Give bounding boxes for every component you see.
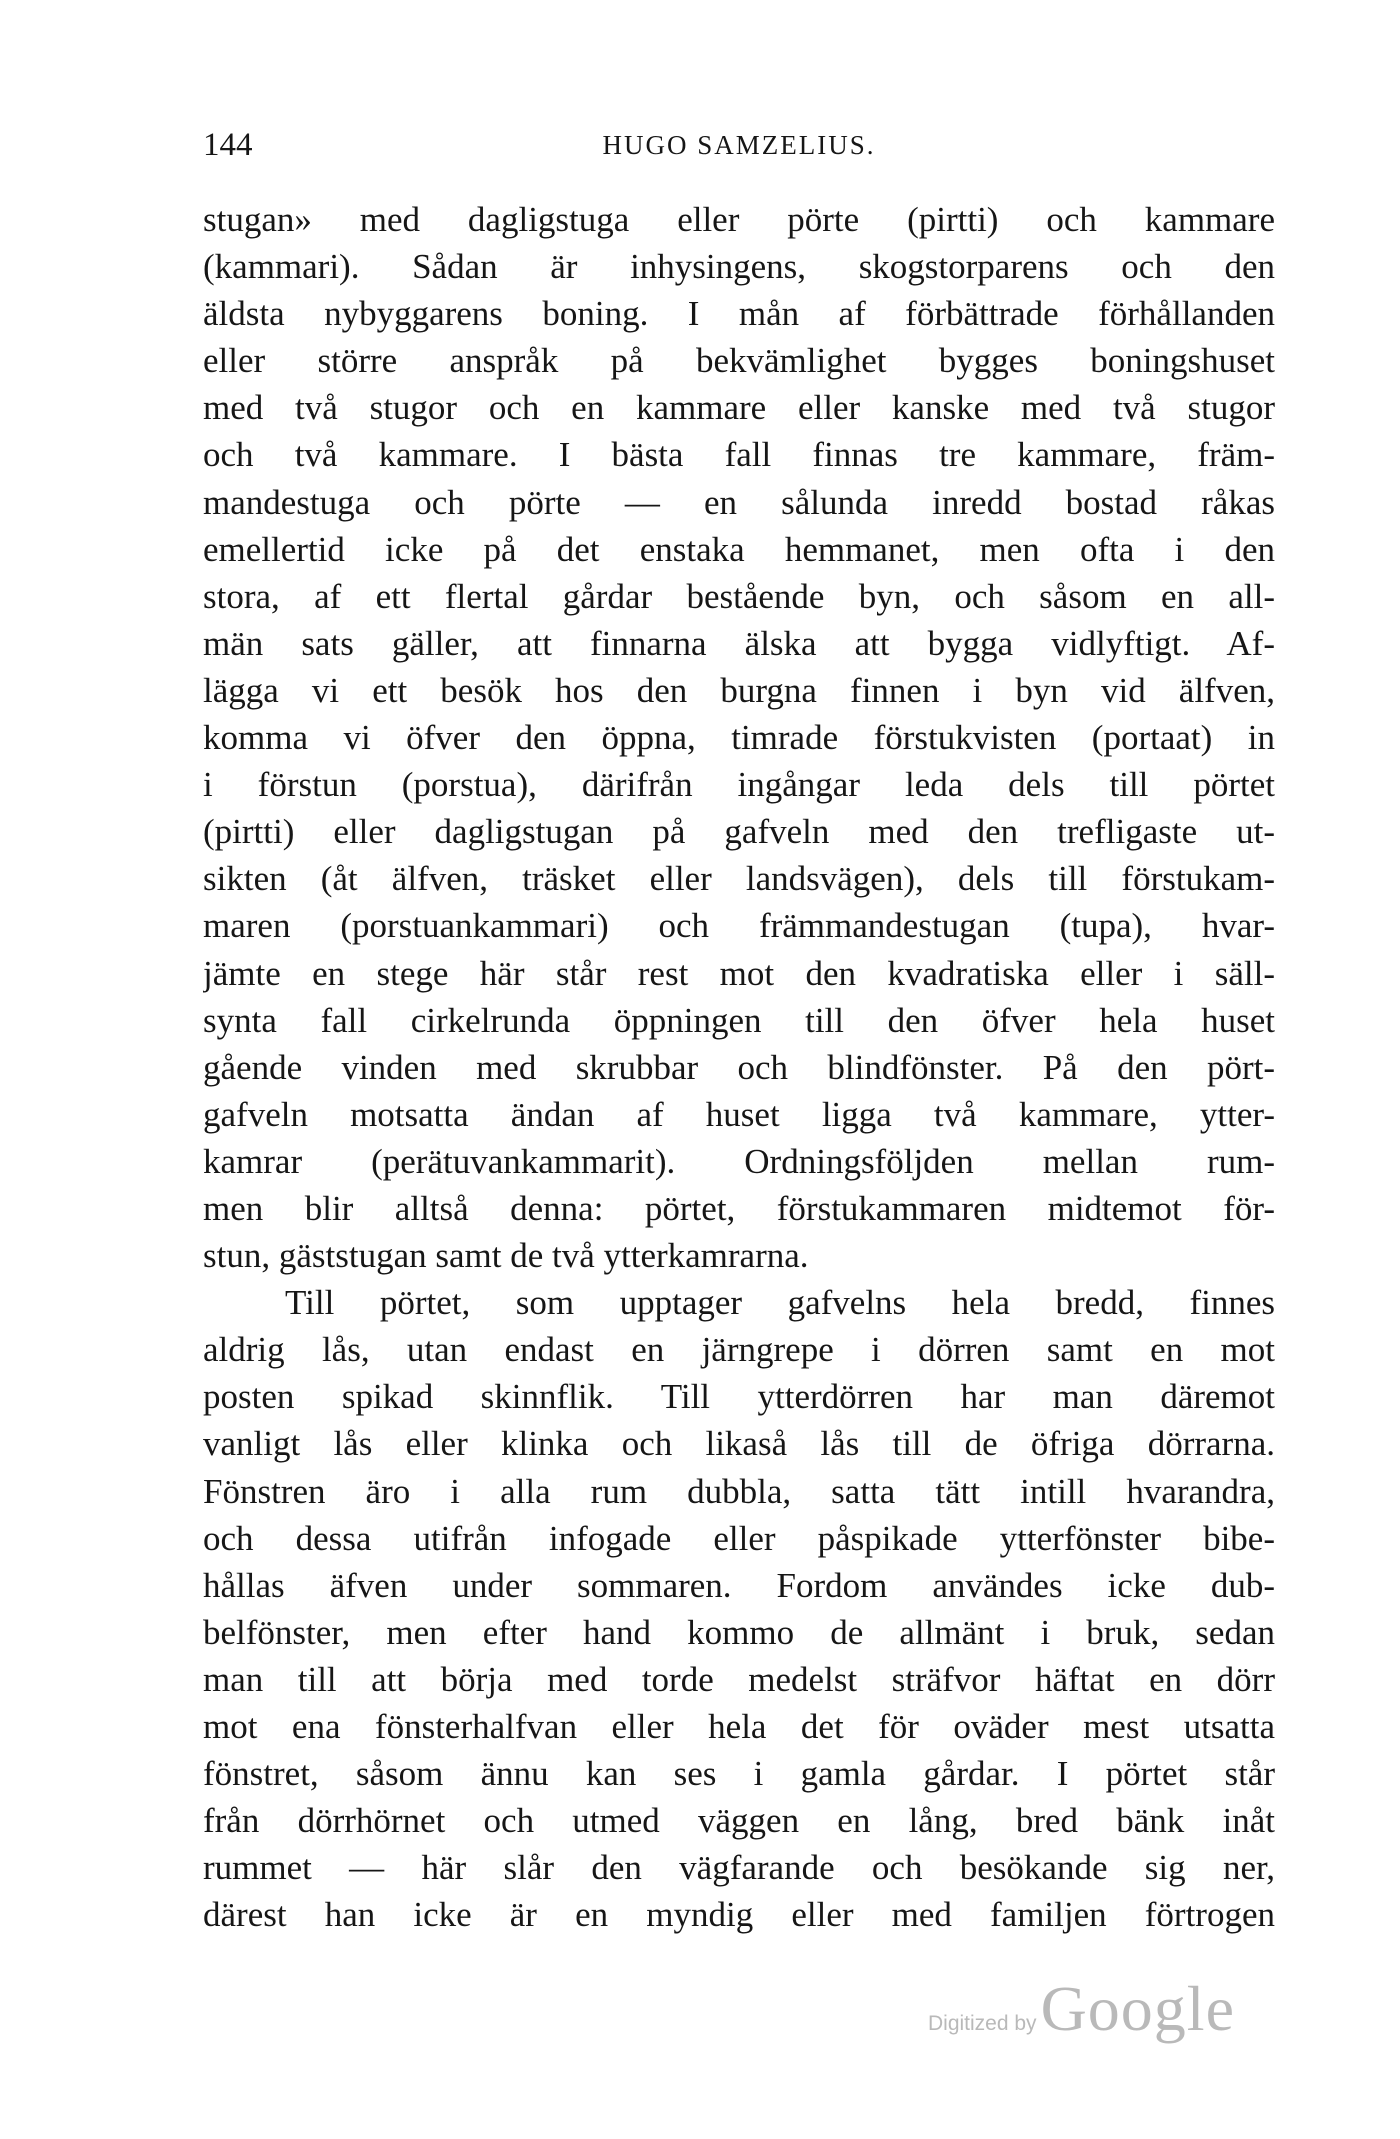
text-line: och två kammare. I bästa fall finnas tre kammare, främ- bbox=[203, 435, 1275, 475]
text-line: sikten (åt älfven, träsket eller landsvägen), dels till förstukam- bbox=[203, 859, 1275, 899]
page-number: 144 bbox=[203, 127, 253, 163]
body-text bbox=[203, 196, 1275, 1938]
text-line: gafveln motsatta ändan af huset ligga två kammare, ytter- bbox=[203, 1094, 1275, 1134]
text-line: i förstun (porstua), därifrån ingångar leda dels till pörtet bbox=[203, 765, 1275, 805]
text-line: maren (porstuankammari) och främmandestugan (tupa), hvar- bbox=[203, 906, 1275, 946]
text-line: och dessa utifrån infogade eller påspikade ytterfönster bibe- bbox=[203, 1518, 1275, 1558]
text-line: emellertid icke på det enstaka hemmanet, men ofta i den bbox=[203, 529, 1275, 569]
text-line: män sats gäller, att finnarna älska att bygga vidlyftigt. Af- bbox=[203, 623, 1275, 663]
text-line: men blir alltså denna: pörtet, förstukammaren midtemot för- bbox=[203, 1188, 1275, 1228]
text-line: mot ena fönsterhalfvan eller hela det för oväder mest utsatta bbox=[203, 1707, 1275, 1746]
text-line: gående vinden med skrubbar och blindfönster. På den pört- bbox=[203, 1047, 1275, 1087]
text-line: jämte en stege här står rest mot den kvadratiska eller i säll- bbox=[203, 953, 1275, 993]
digitized-by-google-watermark bbox=[928, 1972, 1235, 2052]
paragraph-start-line: Till pörtet, som upptager gafvelns hela bredd, finnes bbox=[285, 1283, 1275, 1323]
text-line: därest han icke är en myndig eller med familjen förtrogen bbox=[203, 1895, 1275, 1935]
text-line: komma vi öfver den öppna, timrade förstukvisten (portaat) in bbox=[203, 718, 1275, 758]
text-line: (pirtti) eller dagligstugan på gafveln med den trefligaste ut- bbox=[203, 812, 1275, 852]
text-line: äldsta nybyggarens boning. I mån af förbättrade förhållanden bbox=[203, 294, 1275, 334]
text-line: posten spikad skinnflik. Till ytterdörren har man däremot bbox=[203, 1377, 1275, 1417]
text-line: belfönster, men efter hand kommo de allmänt i bruk, sedan bbox=[203, 1612, 1275, 1652]
text-line: kamrar (perätuvankammarit). Ordningsföljden mellan rum- bbox=[203, 1141, 1275, 1181]
text-line: från dörrhörnet och utmed väggen en lång, bred bänk inåt bbox=[203, 1801, 1275, 1841]
paragraph-end-line: stun, gäststugan samt de två ytterkamrarna. bbox=[203, 1236, 809, 1276]
text-line: (kammari). Sådan är inhysingens, skogstorparens och den bbox=[203, 247, 1275, 287]
watermark-brand: Google bbox=[1040, 1973, 1235, 2044]
watermark-prefix: Digitized by bbox=[928, 2012, 1037, 2035]
text-line: vanligt lås eller klinka och likaså lås till de öfriga dörrarna. bbox=[203, 1424, 1275, 1464]
text-line: Fönstren äro i alla rum dubbla, satta tätt intill hvarandra, bbox=[203, 1471, 1275, 1511]
running-head bbox=[203, 120, 1275, 170]
text-line: lägga vi ett besök hos den burgna finnen i byn vid älfven, bbox=[203, 670, 1275, 710]
text-line: eller större anspråk på bekvämlighet bygges boningshuset bbox=[203, 341, 1275, 381]
text-line: synta fall cirkelrunda öppningen till den öfver hela huset bbox=[203, 1000, 1275, 1040]
text-line: hållas äfven under sommaren. Fordom användes icke dub- bbox=[203, 1565, 1275, 1605]
text-line: man till att börja med torde medelst sträfvor häftat en dörr bbox=[203, 1659, 1275, 1699]
text-line: aldrig lås, utan endast en järngrepe i dörren samt en mot bbox=[203, 1330, 1275, 1370]
text-line: med två stugor och en kammare eller kanske med två stugor bbox=[203, 388, 1275, 428]
text-line: mandestuga och pörte — en sålunda inredd bostad råkas bbox=[203, 482, 1275, 522]
text-line: rummet — här slår den vägfarande och besökande sig ner, bbox=[203, 1848, 1275, 1888]
text-line: stugan» med dagligstuga eller pörte (pirtti) och kammare bbox=[203, 200, 1275, 239]
text-line: fönstret, såsom ännu kan ses i gamla gårdar. I pörtet står bbox=[203, 1754, 1275, 1794]
text-line: stora, af ett flertal gårdar bestående byn, och såsom en all- bbox=[203, 576, 1275, 616]
running-title: HUGO SAMZELIUS. bbox=[602, 130, 876, 160]
